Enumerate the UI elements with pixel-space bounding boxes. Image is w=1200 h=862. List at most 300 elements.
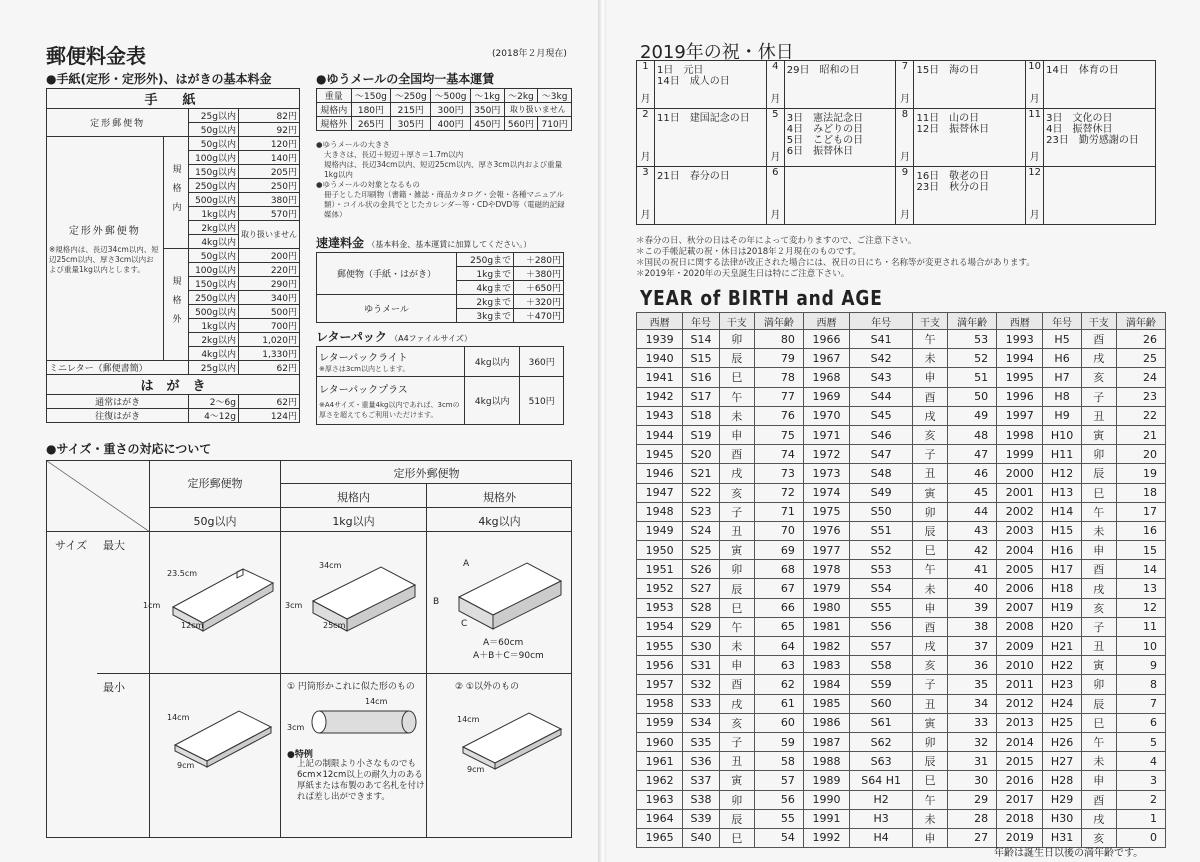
- age-year-cell: 1971: [803, 425, 849, 444]
- age-era-cell: S57: [850, 637, 913, 656]
- age-year-cell: 1956: [637, 656, 683, 675]
- age-era-cell: S54: [850, 579, 913, 598]
- age-era-cell: H22: [1043, 656, 1081, 675]
- age-age-cell: 6: [1116, 713, 1165, 732]
- age-note: 年齢は誕生日以後の満年齢です。: [994, 848, 1144, 859]
- gai-price: 500円: [238, 305, 299, 319]
- age-year-cell: 1955: [637, 637, 683, 656]
- age-age-cell: 53: [948, 330, 997, 349]
- age-era-cell: S46: [850, 425, 913, 444]
- age-era-cell: S44: [850, 387, 913, 406]
- table-row: [637, 579, 1166, 598]
- age-age-cell: 51: [948, 368, 997, 387]
- table-row: [637, 368, 1166, 387]
- age-zodiac-cell: 戌: [719, 694, 754, 713]
- age-header-cell: 年号: [850, 313, 913, 330]
- table-row: [637, 656, 1166, 675]
- month-cell: [896, 61, 914, 109]
- age-year-cell: 1989: [803, 771, 849, 790]
- age-year-cell: 1997: [997, 406, 1043, 425]
- table-row: [637, 752, 1166, 771]
- age-era-cell: S51: [850, 521, 913, 540]
- yu-nai-price: 215円: [391, 103, 431, 117]
- yu-mail-notes: [316, 140, 572, 220]
- age-age-cell: 13: [1116, 579, 1165, 598]
- yu-weight: ～3kg: [538, 89, 572, 103]
- abc-rule-2: A＋B＋C＝90cm: [473, 651, 544, 661]
- mini-letter-weight: 25g以内: [189, 361, 239, 375]
- yu-gai-price: 560円: [504, 117, 538, 131]
- gai-price: 340円: [238, 291, 299, 305]
- age-year-cell: 1958: [637, 694, 683, 713]
- age-year-cell: 1964: [637, 809, 683, 828]
- gai-weight: 500g以内: [189, 305, 239, 319]
- age-era-cell: H15: [1043, 521, 1081, 540]
- age-year-cell: 2002: [997, 502, 1043, 521]
- age-year-cell: 2000: [997, 464, 1043, 483]
- age-age-cell: 41: [948, 560, 997, 579]
- age-year-cell: 1976: [803, 521, 849, 540]
- age-year-cell: 1951: [637, 560, 683, 579]
- age-era-cell: S64 H1: [850, 771, 913, 790]
- month-holidays: [914, 109, 1026, 167]
- table-row: [637, 713, 1166, 732]
- age-age-cell: 27: [948, 828, 997, 847]
- age-year-cell: 1967: [803, 349, 849, 368]
- age-era-cell: H20: [1043, 617, 1081, 636]
- holiday-entry: 11日 山の日: [916, 113, 980, 124]
- age-year-cell: 1991: [803, 809, 849, 828]
- express-weight: 1kgまで: [457, 267, 514, 281]
- holiday-entry: 21日 春分の日: [656, 171, 730, 182]
- age-age-cell: 77: [754, 387, 803, 406]
- holiday-entry: 29日 昭和の日: [786, 65, 860, 76]
- holiday-note: ＊2019年・2020年の天皇誕生日は特にご注意下さい。: [636, 269, 850, 279]
- nai-weight: 50g以内: [189, 137, 239, 151]
- hagaki-name: 通常はがき: [47, 395, 189, 409]
- age-year-cell: 1982: [803, 637, 849, 656]
- age-year-cell: 1941: [637, 368, 683, 387]
- age-year-cell: 1981: [803, 617, 849, 636]
- express-subtitle: （基本料金、基本運賃に加算してください。）: [367, 240, 532, 249]
- nai-price: 380円: [238, 193, 299, 207]
- age-age-cell: 42: [948, 541, 997, 560]
- gai-weight: 250g以内: [189, 291, 239, 305]
- age-era-cell: S18: [683, 406, 719, 425]
- dim-25cm: 25cm: [323, 621, 346, 630]
- month-number: 8: [901, 109, 909, 120]
- age-age-cell: 46: [948, 464, 997, 483]
- age-zodiac-cell: 戌: [1081, 579, 1116, 598]
- age-era-cell: S27: [683, 579, 719, 598]
- month-holidays: [654, 109, 766, 167]
- teikeigai-label: 定形外郵便物: [68, 226, 141, 237]
- age-zodiac-cell: 寅: [912, 713, 947, 732]
- age-zodiac-cell: 戌: [912, 637, 947, 656]
- letter-header: 手 紙: [47, 89, 300, 109]
- age-era-cell: H5: [1043, 330, 1081, 349]
- age-era-cell: S29: [683, 617, 719, 636]
- age-zodiac-cell: 戌: [1081, 809, 1116, 828]
- express-title: 速達料金: [316, 236, 365, 250]
- age-era-cell: S42: [850, 349, 913, 368]
- kikakunai-label: 規格内: [163, 137, 189, 249]
- age-zodiac-cell: 亥: [719, 483, 754, 502]
- nai-weight: 500g以内: [189, 193, 239, 207]
- age-era-cell: H13: [1043, 483, 1081, 502]
- size-min-label: 最小: [103, 681, 125, 694]
- age-year-cell: 1988: [803, 752, 849, 771]
- age-age-cell: 28: [948, 809, 997, 828]
- age-era-cell: S36: [683, 752, 719, 771]
- gai-weight: 1kg以内: [189, 319, 239, 333]
- age-zodiac-cell: 酉: [912, 387, 947, 406]
- age-era-cell: H7: [1043, 368, 1081, 387]
- age-year-cell: 1962: [637, 771, 683, 790]
- size-weight-3: 4kg以内: [478, 515, 521, 528]
- age-zodiac-cell: 午: [719, 617, 754, 636]
- age-era-cell: S14: [683, 330, 719, 349]
- age-era-cell: S31: [683, 656, 719, 675]
- age-age-cell: 21: [1116, 425, 1165, 444]
- month-holidays: [914, 61, 1026, 109]
- teikei-label: 定形郵便物: [47, 109, 189, 137]
- letterpack-table: [316, 346, 564, 425]
- yu-weight: ～500g: [431, 89, 471, 103]
- age-age-cell: 75: [754, 425, 803, 444]
- table-row: [637, 483, 1166, 502]
- age-zodiac-cell: 未: [1081, 521, 1116, 540]
- age-zodiac-cell: 巳: [719, 598, 754, 617]
- age-zodiac-cell: 子: [1081, 617, 1116, 636]
- age-zodiac-cell: 午: [1081, 732, 1116, 751]
- nai-weight: 250g以内: [189, 179, 239, 193]
- age-year-cell: 1970: [803, 406, 849, 425]
- age-age-cell: 38: [948, 617, 997, 636]
- age-year-cell: 2015: [997, 752, 1043, 771]
- gai-weight: 100g以内: [189, 263, 239, 277]
- age-era-cell: H6: [1043, 349, 1081, 368]
- age-age-cell: 0: [1116, 828, 1165, 847]
- month-holidays: [654, 167, 766, 225]
- age-era-cell: S62: [850, 732, 913, 751]
- dim-12cm: 12cm: [181, 621, 204, 630]
- age-year-cell: 1975: [803, 502, 849, 521]
- age-zodiac-cell: 卯: [912, 732, 947, 751]
- age-zodiac-cell: 寅: [912, 483, 947, 502]
- age-zodiac-cell: 申: [1081, 771, 1116, 790]
- age-year-cell: 2008: [997, 617, 1043, 636]
- age-year-cell: 1940: [637, 349, 683, 368]
- age-era-cell: S38: [683, 790, 719, 809]
- month-number: 5: [772, 109, 779, 120]
- age-era-cell: S39: [683, 809, 719, 828]
- age-era-cell: H9: [1043, 406, 1081, 425]
- age-year-cell: 1977: [803, 541, 849, 560]
- gai-price: 1,330円: [238, 347, 299, 361]
- table-row: [637, 560, 1166, 579]
- age-year-cell: 1990: [803, 790, 849, 809]
- hagaki-header: は が き: [47, 375, 300, 395]
- teikeigai-note: ※規格内は、長辺34cm以内、短辺25cm以内、厚さ3cm以内および重量1kg以内とします。: [49, 245, 159, 274]
- dim-14cm: 14cm: [457, 715, 480, 724]
- age-zodiac-cell: 丑: [719, 752, 754, 771]
- age-year-cell: 1952: [637, 579, 683, 598]
- age-year-cell: 2013: [997, 713, 1043, 732]
- month-cell: [637, 167, 655, 225]
- age-age-cell: 9: [1116, 656, 1165, 675]
- age-era-cell: S47: [850, 445, 913, 464]
- teikei-price-1: 82円: [238, 109, 299, 123]
- table-row: [637, 464, 1166, 483]
- age-era-cell: H3: [850, 809, 913, 828]
- age-year-cell: 1993: [997, 330, 1043, 349]
- yu-gai-label: 規格外: [317, 117, 352, 131]
- table-row: [637, 349, 1166, 368]
- holiday-entry: 23日 秋分の日: [916, 182, 990, 193]
- age-era-cell: S41: [850, 330, 913, 349]
- dim-23-5cm: 23.5cm: [167, 569, 198, 578]
- yu-nai-price: 180円: [351, 103, 391, 117]
- express-weight: 250gまで: [457, 253, 514, 267]
- age-age-cell: 76: [754, 406, 803, 425]
- lp-plus-cell: [317, 377, 465, 425]
- teikei-weight-2: 50g以内: [189, 123, 239, 137]
- month-cell: [637, 109, 655, 167]
- month-number: 11: [1028, 109, 1041, 120]
- yu-note: ●ゆうメールの大きさ: [316, 140, 390, 149]
- age-header-cell: 干支: [719, 313, 754, 330]
- age-zodiac-cell: 巳: [719, 368, 754, 387]
- size-table: [46, 460, 572, 838]
- age-year-cell: 1945: [637, 445, 683, 464]
- age-era-cell: H8: [1043, 387, 1081, 406]
- age-zodiac-cell: 卯: [719, 790, 754, 809]
- age-year-cell: 1939: [637, 330, 683, 349]
- yu-gai-price: 265円: [351, 117, 391, 131]
- gai-price: 220円: [238, 263, 299, 277]
- age-age-cell: 4: [1116, 752, 1165, 771]
- month-number: 2: [642, 109, 649, 120]
- lp-light-note: ※厚さは3cm以内とします。: [319, 365, 410, 373]
- age-header-cell: 年号: [1043, 313, 1081, 330]
- age-era-cell: S19: [683, 425, 719, 444]
- age-zodiac-cell: 酉: [1081, 560, 1116, 579]
- express-price: ＋320円: [514, 295, 564, 309]
- yu-weight: ～2kg: [504, 89, 538, 103]
- special-title: ●特例: [287, 750, 313, 760]
- age-era-cell: S61: [850, 713, 913, 732]
- dim-3cm: 3cm: [287, 723, 305, 732]
- age-age-cell: 10: [1116, 637, 1165, 656]
- age-zodiac-cell: 丑: [912, 464, 947, 483]
- nai-price: 205円: [238, 165, 299, 179]
- teikeigai-cell: [47, 137, 164, 361]
- lp-light-price: 360円: [520, 347, 564, 377]
- age-year-cell: 1978: [803, 560, 849, 579]
- table-row: [637, 445, 1166, 464]
- age-zodiac-cell: 子: [719, 502, 754, 521]
- holiday-note: ＊春分の日、秋分の日はその年によって変わりますので、ご注意下さい。: [636, 236, 917, 246]
- age-zodiac-cell: 未: [912, 579, 947, 598]
- envelope-teikei-min-illustration: [155, 689, 279, 789]
- nai-not-handled: 取り扱いません: [238, 221, 299, 249]
- month-holidays: [784, 61, 896, 109]
- age-zodiac-cell: 午: [912, 790, 947, 809]
- age-age-cell: 63: [754, 656, 803, 675]
- age-zodiac-cell: 卯: [1081, 675, 1116, 694]
- table-row: [637, 330, 1166, 349]
- age-age-cell: 59: [754, 732, 803, 751]
- abc-rule-1: A＝60cm: [483, 638, 524, 648]
- age-age-cell: 54: [754, 828, 803, 847]
- yu-gai-price: 400円: [431, 117, 471, 131]
- age-age-cell: 73: [754, 464, 803, 483]
- age-zodiac-cell: 未: [912, 349, 947, 368]
- lp-light-label: レターパックライト: [319, 353, 408, 364]
- age-zodiac-cell: 辰: [719, 579, 754, 598]
- age-year-cell: 1961: [637, 752, 683, 771]
- age-age-cell: 71: [754, 502, 803, 521]
- holiday-notes: [636, 236, 1176, 280]
- size-teikeigai-head: 定形外郵便物: [393, 467, 460, 480]
- dim-b: B: [433, 597, 440, 607]
- yu-weight: ～150g: [351, 89, 391, 103]
- age-age-cell: 1: [1116, 809, 1165, 828]
- month-cell: [766, 109, 784, 167]
- age-title: YEAR of BIRTH and AGE: [640, 286, 883, 310]
- lp-weight: 4kg以内: [465, 377, 520, 425]
- age-year-cell: 1994: [997, 349, 1043, 368]
- holiday-entry: 4日 みどりの日: [786, 124, 864, 135]
- month-suffix: 月: [770, 94, 781, 105]
- age-zodiac-cell: 午: [1081, 502, 1116, 521]
- age-year-cell: 1995: [997, 368, 1043, 387]
- age-year-cell: 1966: [803, 330, 849, 349]
- dim-14cm: 14cm: [365, 697, 388, 706]
- holiday-title: 2019年の祝・休日: [640, 42, 794, 63]
- age-era-cell: H12: [1043, 464, 1081, 483]
- express-price: ＋650円: [514, 281, 564, 295]
- cylinder-title: ① 円筒形かこれに似た形のもの: [287, 682, 415, 692]
- table-row: [637, 598, 1166, 617]
- age-year-cell: 1965: [637, 828, 683, 847]
- other-title: ② ①以外のもの: [455, 682, 519, 692]
- age-zodiac-cell: 辰: [1081, 694, 1116, 713]
- age-year-cell: 1983: [803, 656, 849, 675]
- age-year-cell: 1999: [997, 445, 1043, 464]
- table-row: [637, 541, 1166, 560]
- size-section-title: ●サイズ・重さの対応について: [46, 442, 212, 456]
- age-zodiac-cell: 亥: [912, 425, 947, 444]
- age-age-cell: 29: [948, 790, 997, 809]
- age-zodiac-cell: 辰: [719, 809, 754, 828]
- age-zodiac-cell: 寅: [1081, 656, 1116, 675]
- age-zodiac-cell: 亥: [1081, 368, 1116, 387]
- month-cell: [1026, 109, 1044, 167]
- table-row: [637, 617, 1166, 636]
- holiday-entry: 4日 振替休日: [1046, 124, 1113, 135]
- age-age-cell: 24: [1116, 368, 1165, 387]
- age-zodiac-cell: 申: [912, 828, 947, 847]
- yu-nai-price: 350円: [470, 103, 504, 117]
- month-number: 3: [642, 167, 649, 178]
- age-year-cell: 1949: [637, 521, 683, 540]
- holiday-entry: 15日 海の日: [916, 65, 980, 76]
- month-holidays: [784, 109, 896, 167]
- hagaki-price: 124円: [238, 409, 299, 423]
- table-row: [637, 425, 1166, 444]
- age-zodiac-cell: 戌: [912, 406, 947, 425]
- age-age-cell: 79: [754, 349, 803, 368]
- letterpack-title-row: [316, 328, 472, 345]
- age-era-cell: S63: [850, 752, 913, 771]
- mini-letter-label: ミニレター（郵便書簡）: [47, 361, 189, 375]
- age-year-cell: 2016: [997, 771, 1043, 790]
- age-year-cell: 1980: [803, 598, 849, 617]
- age-era-cell: S48: [850, 464, 913, 483]
- age-age-cell: 20: [1116, 445, 1165, 464]
- envelope-other-min-illustration: [445, 693, 569, 793]
- age-age-cell: 40: [948, 579, 997, 598]
- age-age-cell: 14: [1116, 560, 1165, 579]
- age-zodiac-cell: 午: [912, 330, 947, 349]
- age-year-cell: 1984: [803, 675, 849, 694]
- yu-gai-price: 710円: [538, 117, 572, 131]
- yu-note: 規格内は、長辺34cm以内、短辺25cm以内、厚さ3cm以内および重量1kg以内: [324, 160, 563, 179]
- month-suffix: 月: [770, 210, 781, 221]
- age-era-cell: H19: [1043, 598, 1081, 617]
- yu-weight: ～1kg: [470, 89, 504, 103]
- age-zodiac-cell: 辰: [719, 349, 754, 368]
- kikakugai-label: 規格外: [163, 249, 189, 361]
- age-zodiac-cell: 酉: [1081, 790, 1116, 809]
- letterpack-subtitle: （A4ファイルサイズ）: [390, 334, 472, 343]
- express-weight: 4kgまで: [457, 281, 514, 295]
- month-suffix: 月: [640, 94, 651, 105]
- age-age-cell: 2: [1116, 790, 1165, 809]
- age-header-cell: 干支: [1081, 313, 1116, 330]
- table-row: [637, 502, 1166, 521]
- month-suffix: 月: [1029, 94, 1040, 105]
- age-age-cell: 64: [754, 637, 803, 656]
- month-suffix: 月: [1029, 152, 1040, 163]
- lp-light-cell: [317, 347, 465, 377]
- age-era-cell: S37: [683, 771, 719, 790]
- age-zodiac-cell: 午: [719, 387, 754, 406]
- age-year-cell: 1974: [803, 483, 849, 502]
- month-holidays: [1044, 167, 1156, 225]
- age-age-cell: 67: [754, 579, 803, 598]
- size-weight-1: 50g以内: [193, 515, 237, 528]
- gai-weight: 50g以内: [189, 249, 239, 263]
- age-era-cell: H11: [1043, 445, 1081, 464]
- age-age-cell: 56: [754, 790, 803, 809]
- age-zodiac-cell: 卯: [719, 560, 754, 579]
- age-era-cell: S58: [850, 656, 913, 675]
- month-suffix: 月: [1029, 210, 1040, 221]
- express-price: ＋280円: [514, 253, 564, 267]
- month-holidays: [1044, 109, 1156, 167]
- age-era-cell: S50: [850, 502, 913, 521]
- holiday-note: ＊国民の祝日に関する法律が改正された場合には、祝日の日にち・名称等が変更される場合があります。: [636, 258, 1035, 268]
- age-age-cell: 12: [1116, 598, 1165, 617]
- month-cell: [896, 167, 914, 225]
- age-year-cell: 2010: [997, 656, 1043, 675]
- age-year-cell: 1946: [637, 464, 683, 483]
- age-era-cell: S17: [683, 387, 719, 406]
- age-zodiac-cell: 亥: [1081, 828, 1116, 847]
